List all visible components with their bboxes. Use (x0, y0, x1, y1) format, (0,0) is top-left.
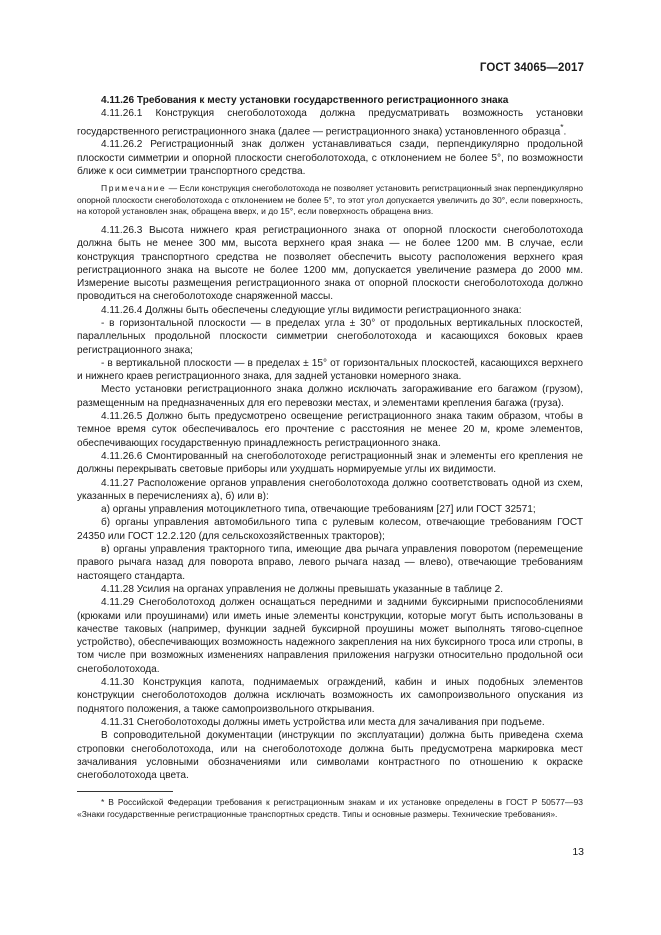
paragraph-end: . (563, 125, 567, 137)
paragraph-4-11-26-5: 4.11.26.5 Должно быть предусмотрено освещение регистрационного знака таким образом, чтобы в темное время суток обеспечивалось его прочтение с расстояния не менее 20 м, кроме элементов, обеспечивающих государственную принадлежность регистрационного знака. (77, 411, 583, 449)
paragraph-4-11-26-4: 4.11.26.4 Должны быть обеспечены следующие углы видимости регистрационного знака: (101, 304, 522, 316)
paragraph-4-11-26-6: 4.11.26.6 Смонтированный на снегоболотоходе регистрационный знак и элементы его крепления не должны перекрывать световые приборы или ухудшать нормируемые углы их видимости. (77, 450, 583, 476)
paragraph-4-11-28: 4.11.28 Усилия на органах управления не должны превышать указанные в таблице 2. (101, 583, 504, 595)
paragraph-installation-place: Место установки регистрационного знака должно исключать загораживание его багажом (грузом), размещенным на предназначенных для его перевозки местах, и элементами крепления багажа (груза). (77, 384, 583, 409)
section-heading: 4.11.26 Требования к месту установки государственного регистрационного знака (101, 95, 509, 106)
note (77, 183, 583, 218)
paragraph-4-11-29: 4.11.29 Снегоболотоход должен оснащаться передними и задними буксирными приспособлениями (крюками или проушинами) или иметь иные элементы конструкции, которые могут быть использованы в качестве таковых (например, функции задней буксирной проушины может выполнять тягово-сцепное устройство), обеспечивающих возможность надежного закрепления на них буксирного троса или стропы, в том числе при возможных изменениях направления приложения нагрузки относительно продольной оси снегоболотохода. (77, 597, 583, 675)
list-item-vertical-plane: - в вертикальной плоскости — в пределах ± 15° от горизонтальных плоскостей, касающихся верхнего и нижнего краев регистрационного знака, для задней установки номерного знака. (77, 357, 583, 383)
paragraph-4-11-31: 4.11.31 Снегоболотоходы должны иметь устройства или места для зачаливания при подъеме. (101, 716, 545, 728)
paragraph-4-11-30: 4.11.30 Конструкция капота, поднимаемых ограждений, кабин и иных подобных элементов конструкции снегоболотоходов должна исключать возможность их самопроизвольного опускания из поднятого положения, а также самопроизвольного открывания. (77, 677, 583, 715)
note-text: — Если конструкция снегоболотохода не позволяет установить регистрационный знак перпендикулярно опорной плоскости снегоболотохода с отклонением не более 5°, то этот угол допускается увеличить до 30°, если поверхность, на которой установлен знак, обращена вверх, и до 15°, если поверхность обращена вниз. (77, 183, 583, 217)
footnotes (77, 791, 583, 821)
list-item-a: а) органы управления мотоциклетного типа, отвечающие требованиям [27] или ГОСТ 32571; (101, 504, 536, 516)
page-number: 13 (572, 846, 584, 858)
paragraph-text: 4.11.26.1 Конструкция снегоболотохода должна предусматривать возможность установки государственного регистрационного знака (далее — регистрационного знака) установленного образца (77, 108, 583, 137)
note-label: Примечание (101, 183, 167, 194)
paragraph-4-11-26-2: 4.11.26.2 Регистрационный знак должен устанавливаться сзади, перпендикулярно продольной плоскости симметрии и опорной плоскости снегоболотохода, с отклонением не более 5°, по возможности ближе к оси симметрии транспортного средства. (77, 139, 583, 177)
footnote-divider (77, 791, 173, 792)
document-header: ГОСТ 34065—2017 (479, 62, 584, 74)
list-item-b: б) органы управления автомобильного типа с рулевым колесом, отвечающие требованиям ГОСТ 24350 или ГОСТ 12.2.120 (для сельскохозяйственных тракторов); (77, 517, 583, 542)
list-item-c: в) органы управления тракторного типа, имеющие два рычага управления поворотом (перемещение правого рычага назад для поворота вправо, левого рычага назад — влево), отвечающие требованиям настоящего стандарта. (77, 544, 583, 582)
paragraph-4-11-26-1 (77, 107, 583, 138)
footnote-text: * В Российской Федерации требования к регистрационным знакам и их установке определены в ГОСТ Р 50577—93 «Знаки государственные регистрационные транспортных средств. Типы и основные размеры. Технические требования». (77, 797, 583, 819)
paragraph-4-11-26-3: 4.11.26.3 Высота нижнего края регистрационного знака от опорной плоскости снегоболотохода должна быть не менее 300 мм, высота верхнего края знака — не более 1200 мм. В случае, если конструкция транспортного средства не позволяет обеспечить высоту расположения верхнего края регистрационного знака на высоте не более 1200 мм, допускается увеличение размера до 2000 мм. Измерение высоты размещения регистрационного знака от опорной плоскости снегоболотохода должно проводиться на снегоболотоходе снаряженной массы. (77, 224, 583, 303)
paragraph-documentation: В сопроводительной документации (инструкции по эксплуатации) должна быть приведена схема строповки снегоболотохода, или на снегоболотоходе должна быть предусмотрена маркировка мест зачаливания условными обозначениями или символами контрастного по отношению к окраске снегоболотохода цвета. (77, 730, 583, 782)
list-item-horizontal-plane: - в горизонтальной плоскости — в пределах угла ± 30° от продольных вертикальных плоскостей, параллельных продольной плоскости симметрии снегоболотохода и касающихся боковых краев регистрационного знака; (77, 318, 583, 356)
document-body (77, 94, 583, 782)
paragraph-4-11-27: 4.11.27 Расположение органов управления снегоболотохода должно соответствовать одной из схем, указанных в перечислениях а), б) или в): (77, 477, 583, 502)
footnote-marker: * (560, 121, 564, 132)
